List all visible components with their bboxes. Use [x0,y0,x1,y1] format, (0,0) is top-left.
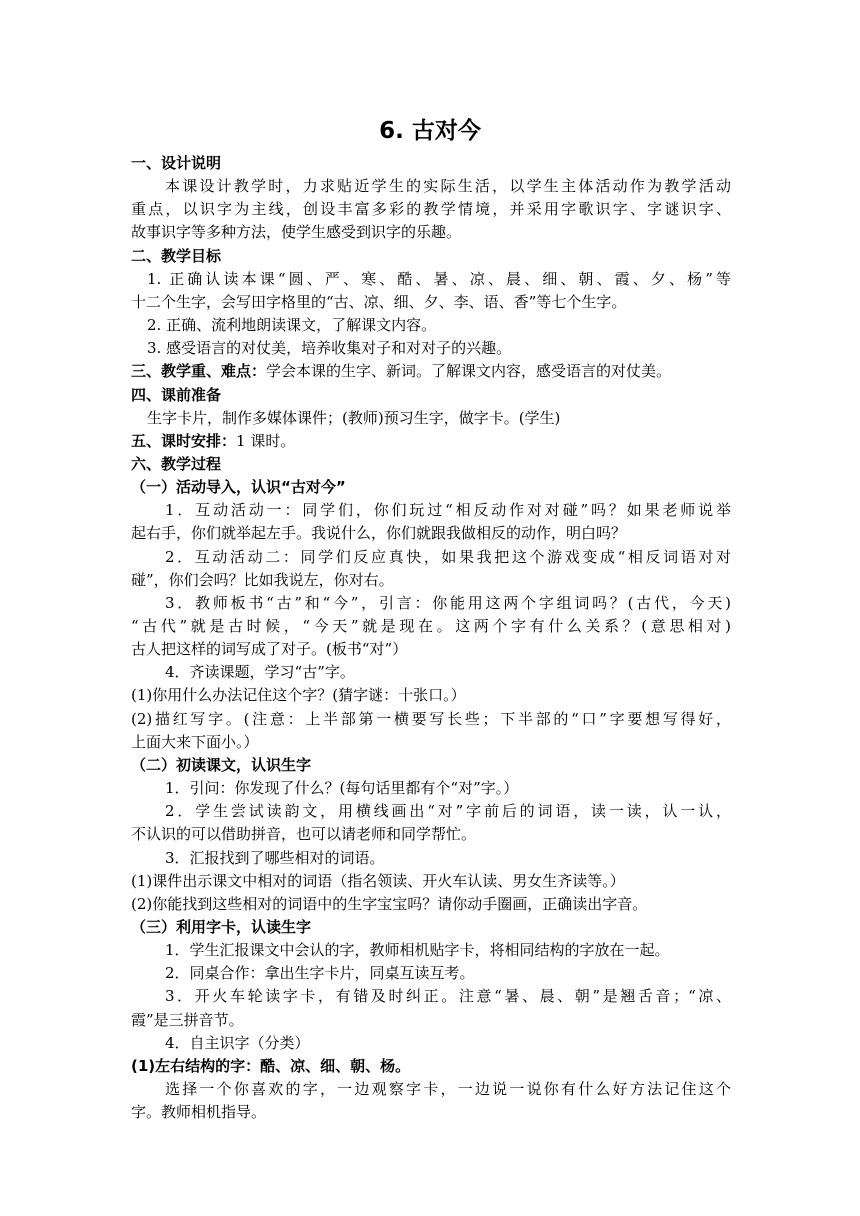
body-line [131,731,731,754]
body-line [147,314,731,337]
line-text: (1)你用什么办法记住这个字？(猜字谜：十张口。） [131,686,466,705]
line-text: 4．自主识字（分类） [165,1033,310,1052]
body-line [147,268,731,291]
line-text: 霞”是三拼音节。 [131,1010,244,1029]
line-text: 四、课前准备 [131,385,222,404]
section-heading [131,754,731,777]
body-line [131,360,731,383]
line-text: (1)左右结构的字：酷、凉、细、朝、杨。 [131,1056,411,1075]
line-text: 选择一个你喜欢的字，一边观察字卡，一边说一说你有什么好方法记住这个 [165,1080,731,1098]
body-line [131,522,731,545]
line-text: 3．教师板书“古”和“今”，引言：你能用这两个字组词吗？(古代，今天) [165,593,731,612]
section-heading [131,152,731,175]
body-line [165,985,731,1008]
section-heading [131,476,731,499]
inline-heading-label: 三、教学重、难点： [131,362,267,381]
line-text: 古人把这样的词写成了对子。(板书“对”） [131,640,408,659]
line-text: (2)你能找到这些相对的词语中的生字宝宝吗？请你动手圈画，正确读出字音。 [131,894,648,913]
line-text: 生字卡片，制作多媒体课件；(教师)预习生字，做字卡。(学生) [147,408,561,427]
section-heading [131,245,731,268]
line-text: 十二个生字，会写田字格里的“古、凉、细、夕、李、语、香”等七个生字。 [131,292,627,311]
line-text: 3. 感受语言的对仗美，培养收集对子和对对子的兴趣。 [147,339,512,358]
line-text: 2. 正确、流利地朗读课文，了解课文内容。 [147,316,437,335]
line-text: 一、设计说明 [131,154,222,172]
body-line [147,407,731,430]
line-text: 1. 正确认读本课“圆、严、寒、酷、暑、凉、晨、细、朝、霞、夕、杨”等 [147,269,731,288]
body-line [165,499,731,522]
line-text: 二、教学目标 [131,246,222,265]
section-heading [131,1055,731,1078]
body-line [147,337,731,360]
body-line [131,430,731,453]
line-text: 1．互动活动一：同学们，你们玩过“相反动作对对碰”吗？如果老师说举 [165,501,731,520]
body-line [165,1032,731,1055]
line-text: 字。教师相机指导。 [131,1103,267,1122]
body-line [131,823,731,846]
section-heading [131,384,731,407]
line-text: 1．学生汇报课文中会认的字，教师相机贴字卡，将相同结构的字放在一起。 [165,941,670,960]
line-text: 本课设计教学时，力求贴近学生的实际生活，以学生主体活动作为教学活动 [165,177,731,196]
line-text: “古代”就是古时候，“今天”就是现在。这两个字有什么关系？(意思相对) [131,617,731,635]
line-text: 故事识字等多种方法，使学生感受到识字的乐趣。 [131,223,462,242]
line-text: 3．汇报找到了哪些相对的词语。 [165,848,385,867]
body-line [131,708,731,731]
body-line [165,847,731,870]
line-text: 2．同桌合作：拿出生字卡片，同桌互读互考。 [165,964,475,983]
body-line [131,684,731,707]
line-text: 起右手，你们就举起左手。我说什么，你们就跟我做相反的动作，明白吗？ [131,524,627,543]
line-text: 六、教学过程 [131,454,222,473]
body-line [165,592,731,615]
line-text: 重点，以识字为主线，创设丰富多彩的教学情境，并采用字歌识字、字谜识字、 [131,200,731,219]
body-line [165,661,731,684]
line-text: 3．开火车轮读字卡，有错及时纠正。注意“暑、晨、朝”是翘舌音；“凉、 [165,987,731,1006]
line-text: (1)课件出示课文中相对的词语（指名领读、开火车认读、男女生齐读等。） [131,871,625,890]
line-text: (2)描红写字。(注意：上半部第一横要写长些；下半部的“口”字要想写得好， [131,709,731,728]
body-line [131,569,731,592]
body-line [131,291,731,314]
line-text: 2．互动活动二：同学们反应真快，如果我把这个游戏变成“相反词语对对 [165,547,731,566]
body-line [131,638,731,661]
body-line [131,870,731,893]
line-text: 1 课时。 [236,431,296,450]
line-text: 4．齐读课题，学习“古”字。 [165,663,355,682]
line-text: （三）利用字卡，认读生字 [131,917,312,936]
body-line [131,198,731,221]
line-text: 2．学生尝试读韵文，用横线画出“对”字前后的词语，读一读，认一认， [165,802,731,821]
body-line [131,893,731,916]
body-line [165,546,731,569]
body-line [131,1009,731,1032]
line-text: 碰”，你们会吗？比如我说左，你对右。 [131,570,394,589]
line-text: （一）活动导入，认识“古对今” [131,478,346,497]
inline-heading-label: 五、课时安排： [131,431,237,450]
body-line [165,175,731,198]
body-line [165,1078,731,1101]
body-line [165,962,731,985]
line-text: （二）初读课文，认识生字 [131,755,312,774]
line-text: 不认识的可以借助拼音，也可以请老师和同学帮忙。 [131,825,477,844]
body-line [131,1101,731,1124]
document-title: 6. 古对今 [379,118,481,144]
section-heading [131,453,731,476]
body-line [165,777,731,800]
body-line [165,939,731,962]
body-line [165,800,731,823]
line-text: 1．引问：你发现了什么？(每句话里都有个“对”字。） [165,779,519,798]
line-text: 上面大来下面小。） [131,732,259,751]
line-text: 学会本课的生字、新词。了解课文内容，感受语言的对仗美。 [266,362,672,381]
section-heading [131,916,731,939]
body-line [131,221,731,244]
body-line [131,615,731,638]
